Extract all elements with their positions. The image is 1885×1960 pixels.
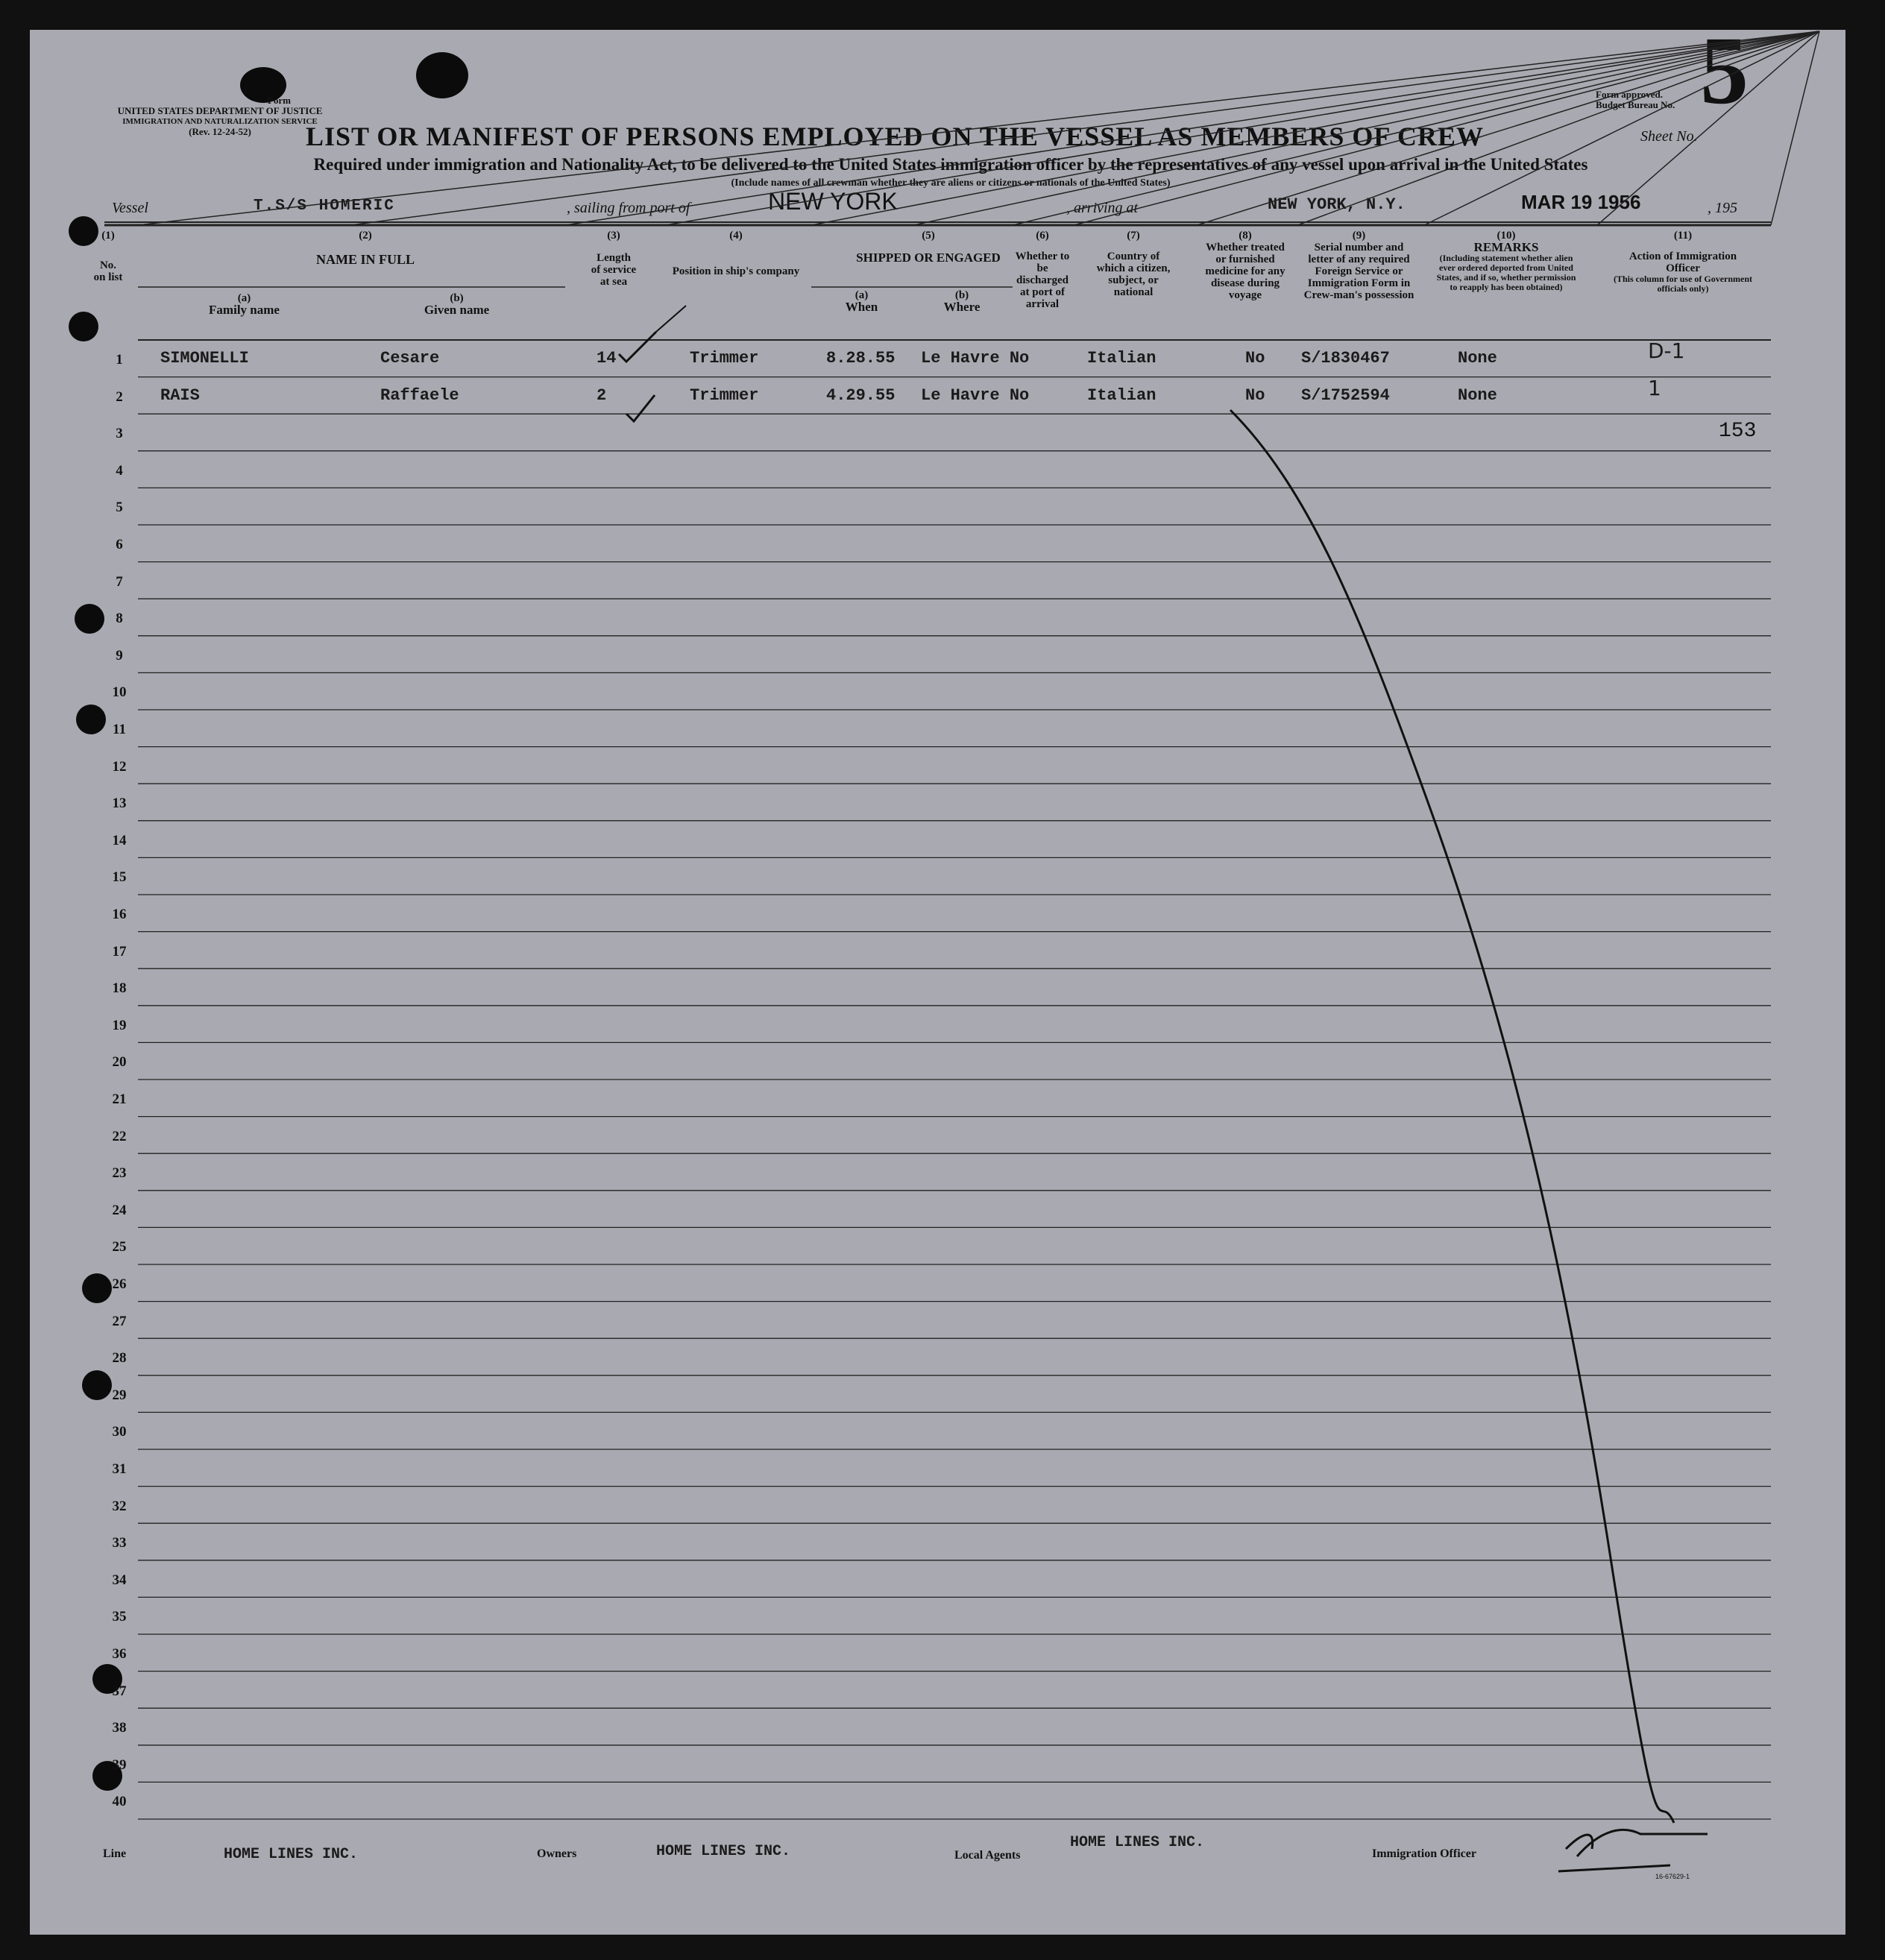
row-number: 14 (112, 832, 127, 848)
col5a-num: (a) (855, 289, 869, 301)
vessel-value: T.S/S HOMERIC (254, 198, 395, 215)
serial-number: S/1830467 (1301, 349, 1390, 368)
check-mark (656, 306, 686, 332)
row-number: 15 (112, 869, 127, 886)
position: Trimmer (690, 385, 759, 405)
col10-num: (10) (1497, 230, 1516, 242)
shipped-when: 8.28.55 (826, 349, 896, 368)
row-number: 6 (116, 537, 123, 552)
col2a-header (138, 292, 350, 316)
col2-num: (2) (359, 230, 372, 242)
col10-header (1424, 230, 1588, 292)
line-value: HOME LINES INC. (224, 1846, 359, 1863)
row-number: 33 (112, 1535, 127, 1551)
col2b-header (350, 292, 563, 316)
row-number: 13 (112, 795, 127, 812)
col2a-num: (a) (237, 292, 251, 304)
approval-line1: Form approved. (1596, 89, 1664, 100)
family-name: SIMONELLI (160, 349, 249, 368)
country: Italian (1087, 349, 1157, 368)
row-number: 23 (112, 1165, 127, 1182)
col4-header (665, 230, 807, 277)
dept-name: UNITED STATES DEPARTMENT OF JUSTICE (117, 105, 323, 116)
row-number: 30 (112, 1424, 127, 1440)
row-number: 36 (112, 1646, 127, 1662)
row-number: 34 (112, 1572, 127, 1588)
grid-line (138, 31, 1819, 225)
col5b-header (913, 289, 1010, 313)
form-revision: (Rev. 12-24-52) (189, 126, 251, 137)
remarks: None (1458, 385, 1497, 405)
shipped-when: 4.29.55 (826, 385, 896, 405)
grid-line (1197, 31, 1819, 225)
col1-label: No. on list (93, 259, 123, 283)
row-number: 12 (112, 758, 127, 775)
row-number: 37 (112, 1683, 127, 1699)
row-number: 21 (112, 1091, 127, 1107)
row-number: 8 (116, 611, 123, 627)
col8-header (1197, 230, 1294, 301)
agents-value: HOME LINES INC. (1070, 1834, 1205, 1851)
grid-line (350, 31, 1819, 225)
approval-line2: Budget Bureau No. (1596, 99, 1675, 110)
col5a-header (811, 289, 912, 313)
service-name: IMMIGRATION AND NATURALIZATION SERVICE (122, 117, 318, 126)
length-of-service: 2 (597, 385, 607, 405)
row-number: 40 (112, 1794, 127, 1810)
grid-line (1013, 31, 1819, 225)
col5-num: (5) (922, 230, 935, 242)
date-value: MAR 19 1956 (1521, 191, 1641, 213)
country: Italian (1087, 385, 1157, 405)
col8-label: Whether treated or furnished medicine for any disease during voyage (1205, 242, 1285, 301)
col2b-label: Given name (424, 303, 490, 317)
given-name: Cesare (380, 349, 440, 368)
col4-num: (4) (729, 230, 743, 242)
row-number: 16 (112, 907, 127, 922)
col10-label: REMARKS (1473, 240, 1539, 254)
grid-line (665, 31, 1819, 225)
print-code: 16-67629-1 (1655, 1873, 1690, 1880)
row-number: 2 (116, 388, 123, 405)
col11-note: (This column for use of Government officials only) (1613, 274, 1753, 294)
subtitle-note: (Include names of all crewman whether they are aliens or citizens or nationals of the United States) (731, 177, 1171, 189)
col1-num: (1) (101, 230, 115, 242)
line-label: Line (103, 1847, 127, 1860)
col11-label: Action of Immigration Officer (1628, 250, 1737, 274)
owners-value: HOME LINES INC. (656, 1843, 791, 1860)
count-annotation: 153 (1719, 420, 1757, 443)
row-number: 26 (112, 1276, 127, 1292)
col2-header (138, 230, 593, 265)
year-label: , 195 (1708, 200, 1737, 216)
row-number: 38 (112, 1720, 127, 1736)
remarks: None (1458, 349, 1497, 368)
signature-scribble (1558, 1830, 1708, 1871)
sheet-label: Sheet No. (1640, 128, 1698, 145)
form-line: Form (267, 95, 291, 106)
col5-header (809, 230, 1048, 264)
arriving-label: , arriving at (1066, 200, 1139, 216)
col6-num: (6) (1036, 230, 1049, 242)
col2-label: NAME IN FULL (315, 252, 415, 267)
given-name: Raffaele (380, 385, 459, 405)
col9-num: (9) (1352, 230, 1366, 242)
sailing-label: , sailing from port of (567, 200, 690, 216)
grid-line (1297, 31, 1819, 225)
check-mark (619, 332, 656, 362)
col7-header (1074, 230, 1193, 298)
arriving-value: NEW YORK, N.Y. (1268, 195, 1406, 214)
row-number: 27 (112, 1313, 127, 1329)
row-number: 22 (112, 1128, 127, 1144)
row-number: 11 (113, 722, 126, 737)
officer-action: D-1 (1648, 338, 1685, 363)
medicine: No (1245, 385, 1265, 405)
page-title: LIST OR MANIFEST OF PERSONS EMPLOYED ON THE VESSEL AS MEMBERS OF CREW (306, 122, 1484, 151)
row-number: 10 (112, 684, 127, 701)
row-number: 7 (116, 573, 123, 590)
col3-num: (3) (607, 230, 620, 242)
officer-label: Immigration Officer (1372, 1847, 1476, 1860)
col10-note: (Including statement whether alien ever ordered deported from United States, and if so, whether permission to reapply has been obtained) (1436, 253, 1576, 292)
row-number: 28 (112, 1350, 127, 1367)
row-number: 20 (112, 1054, 127, 1071)
row-number: 35 (112, 1609, 127, 1625)
row-number: 32 (112, 1498, 127, 1514)
row-number: 19 (112, 1017, 127, 1033)
row-number: 31 (112, 1461, 127, 1477)
col5-label: SHIPPED OR ENGAGED (856, 250, 1001, 265)
col4-label: Position in ship's company (672, 265, 800, 277)
check-mark (626, 395, 655, 421)
length-of-service: 14 (597, 349, 617, 368)
col7-label: Country of which a citizen, subject, or national (1096, 250, 1171, 298)
col2a-label: Family name (209, 303, 280, 317)
owners-label: Owners (537, 1847, 577, 1860)
officer-action: 1 (1648, 375, 1661, 400)
col9-header (1297, 230, 1420, 301)
col3-label: Length of service at sea (591, 252, 637, 288)
row-number: 1 (116, 352, 123, 368)
family-name: RAIS (160, 385, 200, 405)
position: Trimmer (690, 349, 759, 368)
sailing-value: NEW YORK (768, 188, 898, 215)
col8-num: (8) (1239, 230, 1252, 242)
shipped-where: Le Havre No (921, 349, 1030, 368)
agents-label: Local Agents (954, 1849, 1021, 1862)
page-number: 5 (1700, 17, 1749, 125)
col7-num: (7) (1127, 230, 1140, 242)
row-number: 4 (116, 462, 123, 479)
grid-line (1771, 31, 1819, 225)
row-number: 9 (116, 647, 123, 664)
col3-header (565, 230, 662, 288)
grid-line (1424, 31, 1819, 225)
row-number: 24 (112, 1202, 127, 1218)
col9-label: Serial number and letter of any required Foreign Service or Immigration Form in Crew-man's possession (1303, 242, 1414, 301)
grid-line (913, 31, 1819, 225)
row-number: 5 (116, 500, 123, 516)
grid-line (811, 31, 1819, 225)
col11-num: (11) (1673, 230, 1693, 242)
vessel-label: Vessel (112, 200, 148, 216)
col11-header (1597, 230, 1769, 294)
row-number: 29 (112, 1387, 127, 1403)
col5b-num: (b) (954, 289, 969, 301)
col5b-label: Where (943, 300, 981, 314)
manifest-sheet (30, 17, 1845, 1935)
row-number: 18 (112, 980, 127, 997)
col5a-label: When (845, 300, 878, 314)
col6-label: Whether to be discharged at port of arrival (1015, 250, 1070, 310)
col1-header (86, 230, 130, 283)
serial-number: S/1752594 (1301, 385, 1390, 405)
row-number: 39 (112, 1756, 127, 1773)
medicine: No (1245, 349, 1265, 368)
col6-header (1013, 230, 1072, 310)
row-number: 25 (112, 1239, 127, 1255)
col2b-num: (b) (450, 292, 464, 304)
row-number: 17 (112, 943, 127, 959)
row-number: 3 (116, 426, 123, 442)
subtitle: Required under immigration and Nationality Act, to be delivered to the United States immigration officer by the representatives of any vessel upon arrival in the United States (313, 155, 1588, 174)
shipped-where: Le Havre No (921, 385, 1030, 405)
